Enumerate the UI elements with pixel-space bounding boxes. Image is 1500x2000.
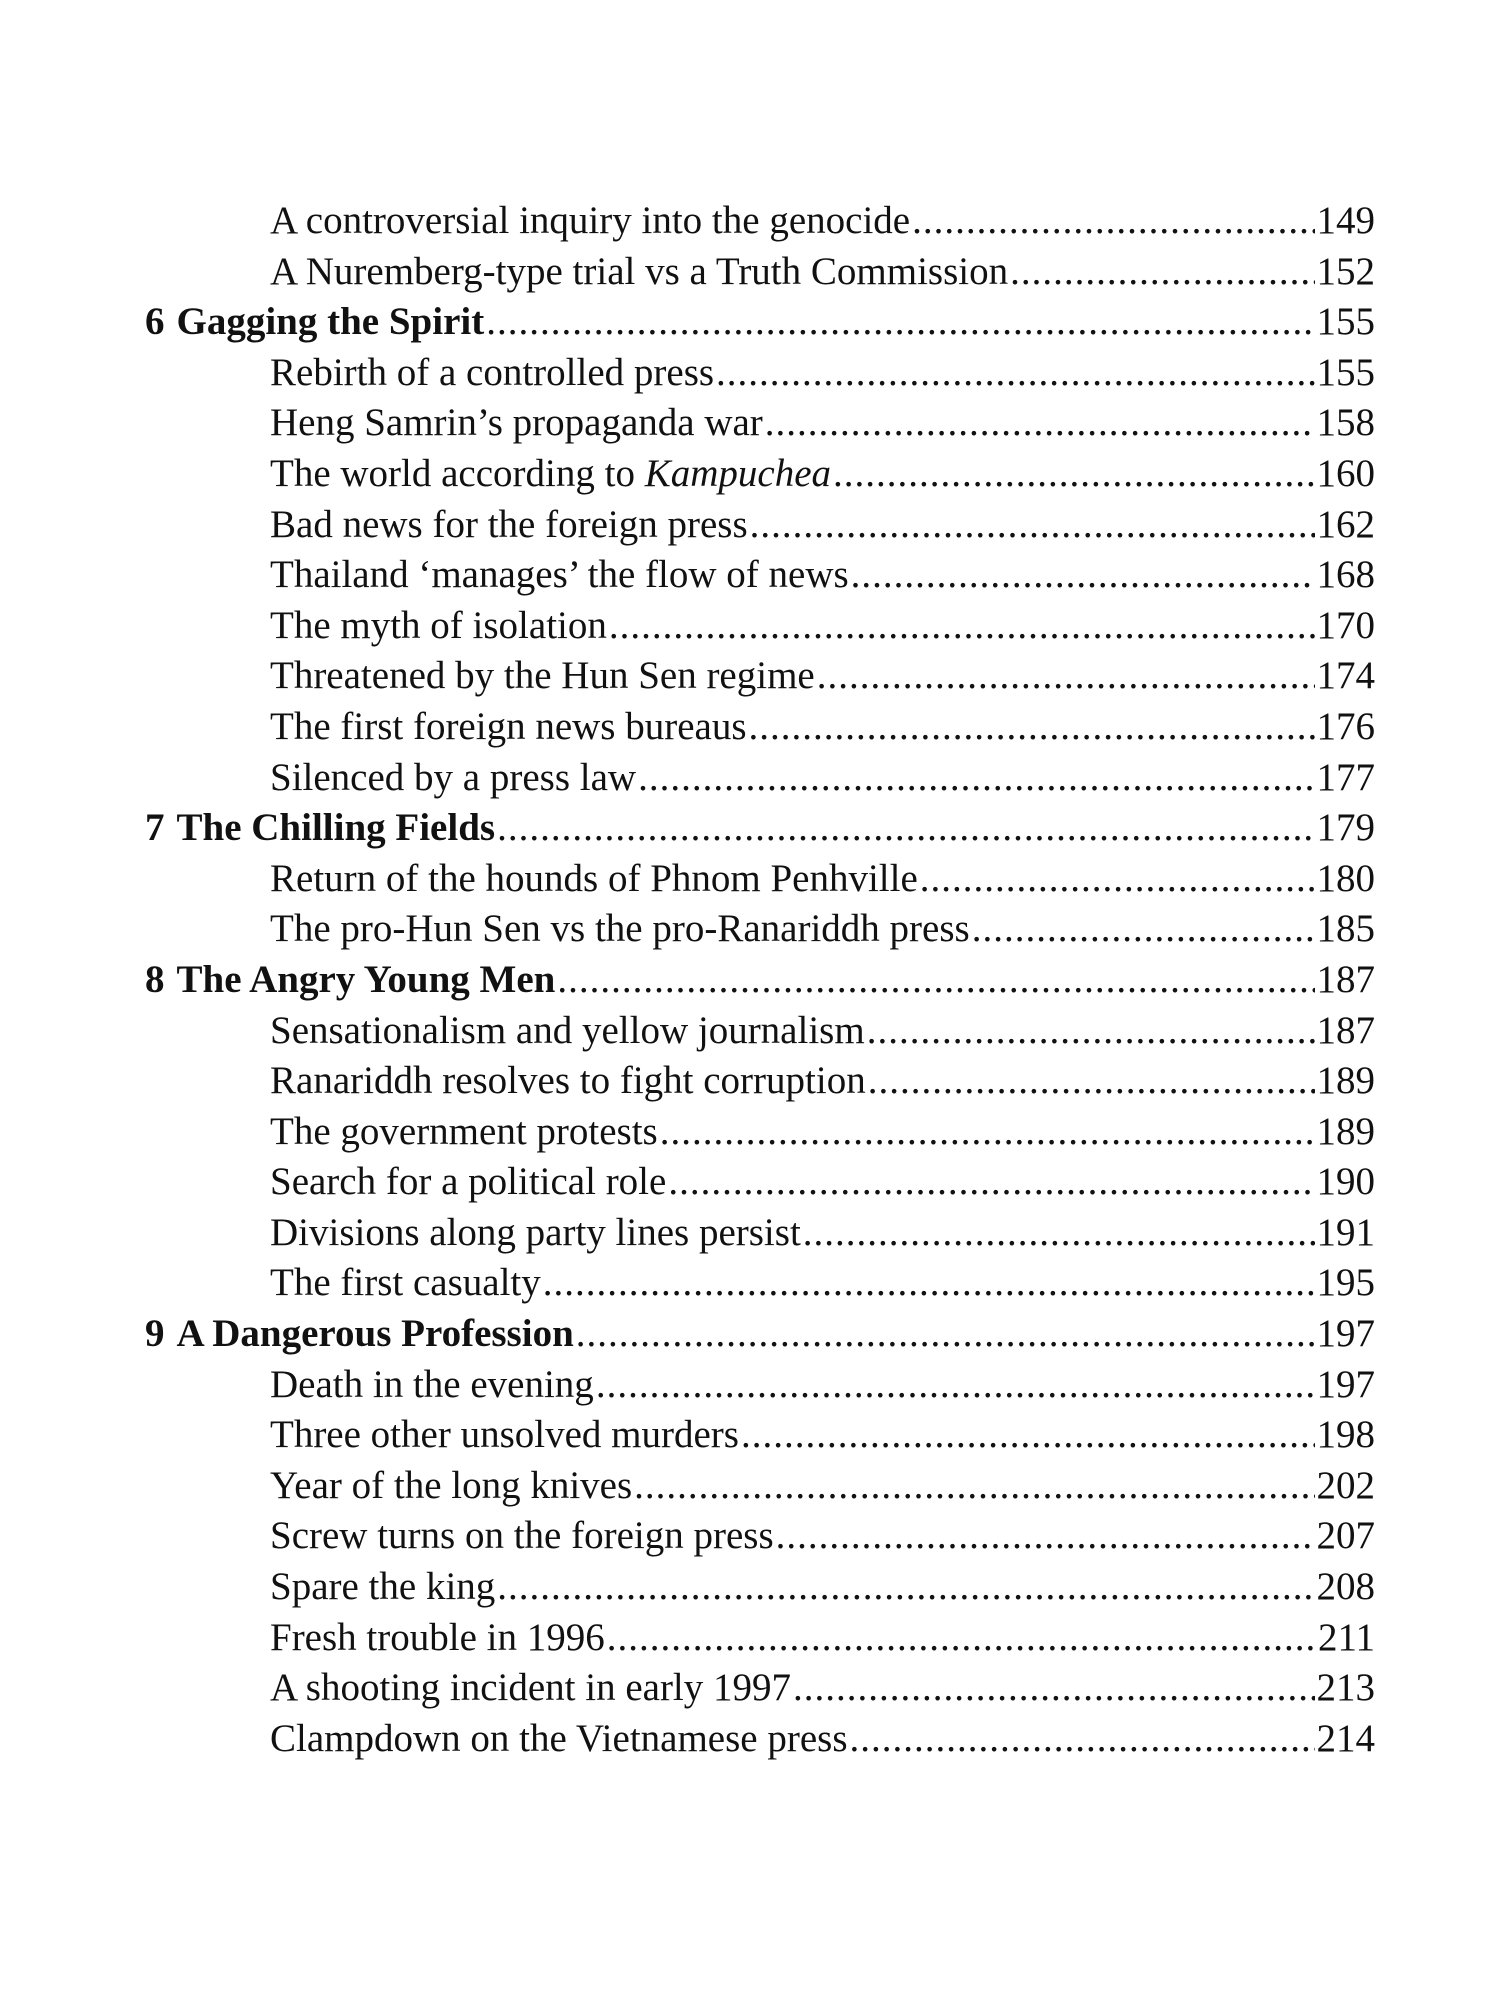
toc-entry-page: 180	[1316, 856, 1375, 900]
toc-entry-title: The first casualty	[270, 1261, 541, 1305]
chapter-number: 8	[145, 957, 165, 1001]
chapter-number: 6	[145, 300, 165, 344]
toc-entry-page: 197	[1316, 1312, 1375, 1356]
toc-entry	[145, 1360, 1375, 1411]
dot-leader	[972, 904, 1315, 955]
toc-entry-title: Threatened by the Hun Sen regime	[270, 654, 815, 698]
toc-entry	[145, 601, 1375, 652]
toc-entry	[145, 1410, 1375, 1461]
dot-leader	[716, 348, 1314, 399]
toc-chapter	[145, 803, 1375, 854]
toc-entry-title	[270, 449, 831, 500]
toc-entry-page: 152	[1316, 249, 1375, 293]
toc-entry-title: A controversial inquiry into the genocide	[270, 199, 911, 242]
dot-leader	[749, 702, 1315, 753]
toc-entry	[145, 449, 1375, 500]
toc-entry	[145, 1511, 1375, 1562]
chapter-number: 7	[145, 806, 165, 850]
toc-entry-title: A shooting incident in early 1997	[270, 1666, 792, 1710]
toc-chapter-heading	[145, 955, 555, 1006]
dot-leader	[867, 1006, 1315, 1057]
toc-entry-page: 187	[1316, 1008, 1375, 1052]
dot-leader	[668, 1157, 1314, 1208]
toc-entry-title: Heng Samrin’s propaganda war	[270, 401, 763, 445]
toc-entry-title: The first foreign news bureaus	[270, 704, 747, 748]
dot-leader	[920, 854, 1315, 905]
toc-entry-title: Divisions along party lines persist	[270, 1210, 801, 1254]
toc-entry-title: Silenced by a press law	[270, 755, 637, 799]
table-of-contents	[145, 196, 1375, 1764]
dot-leader	[851, 550, 1315, 601]
dot-leader	[776, 1511, 1315, 1562]
toc-entry	[145, 1006, 1375, 1057]
toc-entry	[145, 1208, 1375, 1259]
toc-entry	[145, 247, 1375, 298]
toc-entry	[145, 1258, 1375, 1309]
toc-entry	[145, 348, 1375, 399]
toc-entry-page: 170	[1316, 603, 1375, 647]
toc-entry-page: 214	[1316, 1716, 1375, 1760]
dot-leader	[1010, 247, 1314, 298]
toc-chapter	[145, 955, 1375, 1006]
toc-entry-title: Three other unsolved murders	[270, 1413, 739, 1457]
dot-leader	[596, 1360, 1315, 1411]
toc-entry-page: 174	[1316, 654, 1375, 698]
toc-entry-title: Thailand ‘manages’ the flow of news	[270, 553, 849, 597]
toc-entry	[145, 1056, 1375, 1107]
toc-entry-page: 168	[1316, 553, 1375, 597]
toc-entry	[145, 550, 1375, 601]
dot-leader	[609, 601, 1315, 652]
toc-entry-page: 162	[1316, 502, 1375, 546]
toc-entry-page: 195	[1316, 1261, 1375, 1305]
dot-leader	[833, 449, 1314, 500]
chapter-number: 9	[145, 1312, 165, 1356]
dot-leader	[557, 955, 1314, 1006]
toc-entry-title: Ranariddh resolves to fight corruption	[270, 1059, 866, 1103]
dot-leader	[868, 1056, 1315, 1107]
toc-entry-page: 202	[1316, 1463, 1375, 1507]
dot-leader	[912, 196, 1314, 247]
toc-entry	[145, 1613, 1375, 1664]
toc-entry	[145, 1107, 1375, 1158]
toc-entry	[145, 1562, 1375, 1613]
dot-leader	[497, 803, 1314, 854]
toc-entry	[145, 196, 1375, 247]
dot-leader	[486, 297, 1314, 348]
dot-leader	[803, 1208, 1315, 1259]
dot-leader	[850, 1714, 1315, 1765]
toc-entry	[145, 1461, 1375, 1512]
toc-entry-page: 207	[1316, 1514, 1375, 1558]
toc-entry-title: Year of the long knives	[270, 1463, 633, 1507]
toc-entry-title: Death in the evening	[270, 1362, 594, 1406]
toc-entry-page: 213	[1316, 1666, 1375, 1710]
toc-chapter-heading	[145, 803, 495, 854]
toc-entry	[145, 753, 1375, 804]
toc-entry-page: 211	[1317, 1615, 1375, 1659]
toc-entry-page: 155	[1316, 300, 1375, 344]
dot-leader	[607, 1613, 1316, 1664]
dot-leader	[634, 1461, 1314, 1512]
toc-entry-title: Sensationalism and yellow journalism	[270, 1008, 865, 1052]
toc-chapter	[145, 297, 1375, 348]
toc-entry-page: 185	[1316, 907, 1375, 951]
toc-entry-title: The pro-Hun Sen vs the pro-Ranariddh press	[270, 907, 970, 951]
toc-entry-title-prefix: The world according to	[270, 451, 645, 495]
toc-entry	[145, 854, 1375, 905]
dot-leader	[497, 1562, 1314, 1613]
toc-entry-page: 187	[1316, 957, 1375, 1001]
toc-entry-title: Fresh trouble in 1996	[270, 1615, 605, 1659]
toc-entry-page: 158	[1316, 401, 1375, 445]
dot-leader	[765, 398, 1315, 449]
toc-entry-page: 208	[1316, 1565, 1375, 1609]
toc-chapter-heading	[145, 297, 484, 348]
toc-entry-page: 179	[1316, 806, 1375, 850]
dot-leader	[638, 753, 1314, 804]
chapter-title: The Angry Young Men	[176, 957, 556, 1001]
toc-entry-title: The myth of isolation	[270, 603, 607, 647]
dot-leader	[741, 1410, 1315, 1461]
dot-leader	[750, 500, 1315, 551]
dot-leader	[660, 1107, 1315, 1158]
toc-entry	[145, 500, 1375, 551]
toc-entry-page: 197	[1316, 1362, 1375, 1406]
toc-entry	[145, 1714, 1375, 1765]
toc-entry-title: Return of the hounds of Phnom Penhville	[270, 856, 918, 900]
chapter-title: Gagging the Spirit	[176, 300, 485, 344]
toc-entry-page: 191	[1316, 1210, 1375, 1254]
toc-entry-title: Screw turns on the foreign press	[270, 1514, 774, 1558]
toc-entry	[145, 904, 1375, 955]
toc-entry-page: 149	[1316, 199, 1375, 242]
toc-entry	[145, 398, 1375, 449]
toc-entry-title: Rebirth of a controlled press	[270, 350, 715, 394]
toc-entry	[145, 1157, 1375, 1208]
toc-entry-page: 189	[1316, 1109, 1375, 1153]
toc-entry-title: Spare the king	[270, 1565, 496, 1609]
toc-entry-title: Search for a political role	[270, 1160, 667, 1204]
toc-entry	[145, 1663, 1375, 1714]
chapter-title: A Dangerous Profession	[176, 1312, 574, 1356]
toc-entry-page: 198	[1316, 1413, 1375, 1457]
publication-name: Kampuchea	[644, 451, 832, 495]
toc-entry	[145, 702, 1375, 753]
toc-entry-page: 177	[1316, 755, 1375, 799]
toc-entry	[145, 651, 1375, 702]
toc-entry-title: A Nuremberg-type trial vs a Truth Commission	[270, 249, 1009, 293]
toc-entry-title: Clampdown on the Vietnamese press	[270, 1716, 848, 1760]
toc-entry-page: 189	[1316, 1059, 1375, 1103]
toc-entry-page: 176	[1316, 704, 1375, 748]
toc-entry-title: The government protests	[270, 1109, 658, 1153]
dot-leader	[817, 651, 1315, 702]
chapter-title: The Chilling Fields	[176, 806, 496, 850]
toc-entry-title: Bad news for the foreign press	[270, 502, 748, 546]
dot-leader	[793, 1663, 1314, 1714]
toc-entry-page: 190	[1316, 1160, 1375, 1204]
dot-leader	[576, 1309, 1315, 1360]
toc-chapter	[145, 1309, 1375, 1360]
toc-chapter-heading	[145, 1309, 574, 1360]
toc-entry-page: 160	[1316, 451, 1375, 495]
toc-entry-page: 155	[1316, 350, 1375, 394]
dot-leader	[543, 1258, 1315, 1309]
